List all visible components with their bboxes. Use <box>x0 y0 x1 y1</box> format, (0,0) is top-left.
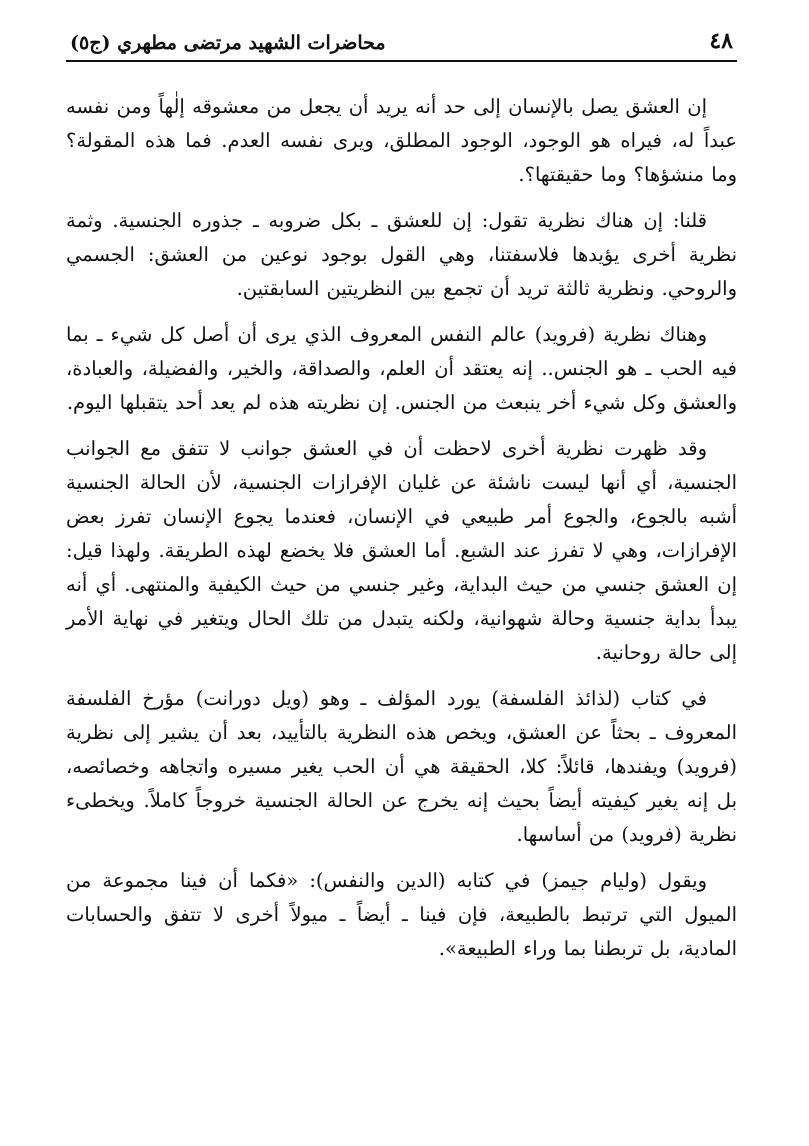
running-title: محاضرات الشهيد مرتضى مطهري (ج٥) <box>70 32 386 54</box>
page-number: ٤٨ <box>709 28 733 54</box>
paragraph-3: وهناك نظرية (فرويد) عالم النفس المعروف الذي يرى أن أصل كل شيء ـ بما فيه الحب ـ هو الجنس.. إنه يعتقد أن العلم، والصداقة، والخير، والفضيلة، والعبادة، والعشق وكل شيء أخر ينبعث من الجنس. إن نظريته هذه لم يعد أحد يتقبلها اليوم. <box>66 323 737 414</box>
paragraph-2: قلنا: إن هناك نظرية تقول: إن للعشق ـ بكل ضروبه ـ جذوره الجنسية. وثمة نظرية أخرى يؤيدها فلاسفتنا، وهي القول بوجود نوعين من العشق: الجسمي والروحي. ونظرية ثالثة تريد أن تجمع بين النظريتين السابقتين. <box>66 209 737 300</box>
paragraph-5: في كتاب (لذائذ الفلسفة) يورد المؤلف ـ وهو (ويل دورانت) مؤرخ الفلسفة المعروف ـ بحثاً عن العشق، ويخص هذه النظرية بالتأييد، بعد أن يشير إلى نظرية (فرويد) ويفندها، قائلاً: كلا، الحقيقة هي أن الحب يغير مسيره واتجاهه وخصائصه، بل إنه يغير كيفيته أيضاً بحيث إنه يخرج عن الحالة الجنسية خروجاً كاملاً. ويخطىء نظرية (فرويد) من أساسها. <box>66 687 737 846</box>
body-text <box>66 90 737 966</box>
page-header <box>66 26 737 62</box>
paragraph-1: إن العشق يصل بالإنسان إلى حد أنه يريد أن يجعل من معشوقه إلٰهاً ومن نفسه عبداً له، فيراه هو الوجود، الوجود المطلق، ويرى نفسه العدم. فما هذه المقولة؟ وما منشؤها؟ وما حقيقتها؟. <box>66 95 737 186</box>
paragraph-4: وقد ظهرت نظرية أخرى لاحظت أن في العشق جوانب لا تتفق مع الجوانب الجنسية، أي أنها ليست ناشئة عن غليان الإفرازات الجنسية، لأن الحالة الجنسية أشبه بالجوع، والجوع أمر طبيعي في الإنسان، فعندما يجوع الإنسان تفرز بعض الإفرازات، وهي لا تفرز عند الشبع. أما العشق فلا يخضع لهذه الطريقة. ولهذا قيل: إن العشق جنسي من حيث البداية، وغير جنسي من حيث الكيفية والمنتهى. أي أنه يبدأ بداية جنسية وحالة شهوانية، ولكنه يتبدل من تلك الحال ويتغير في نهاية الأمر إلى حالة روحانية. <box>66 437 737 664</box>
paragraph-6: ويقول (وليام جيمز) في كتابه (الدين والنفس): «فكما أن فينا مجموعة من الميول التي ترتبط بالطبيعة، فإن فينا ـ أيضاً ـ ميولاً أخرى لا تتفق والحسابات المادية، بل تربطنا بما وراء الطبيعة». <box>66 869 737 960</box>
